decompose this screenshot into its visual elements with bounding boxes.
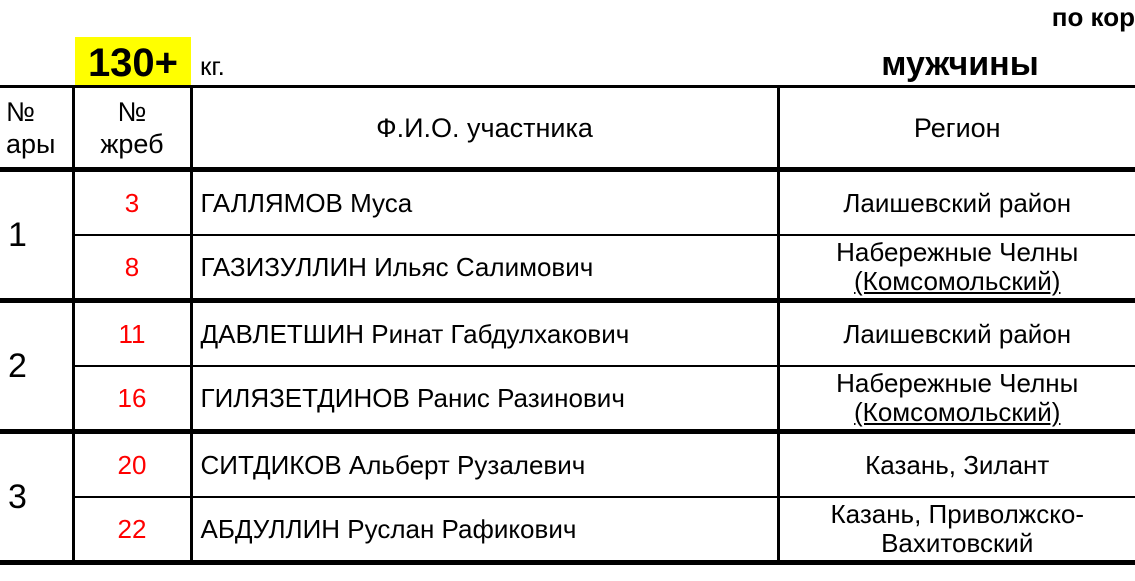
region-cell — [778, 497, 1135, 563]
gender-title: мужчины — [881, 45, 1039, 83]
participant-name-cell: ГИЛЯЗЕТДИНОВ Ранис Разинович — [191, 366, 778, 432]
table-row — [0, 432, 1135, 498]
table-row — [0, 497, 1135, 563]
header-top-right-text: по кор — [1051, 2, 1135, 32]
weight-unit-label: кг. — [200, 51, 225, 81]
participant-name-cell: ГАЛЛЯМОВ Муса — [191, 170, 778, 236]
participant-name-cell: ГАЗИЗУЛЛИН Ильяс Салимович — [191, 235, 778, 301]
draw-number-cell: 22 — [73, 497, 191, 563]
table-row — [0, 170, 1135, 236]
participant-name-cell: СИТДИКОВ Альберт Рузалевич — [191, 432, 778, 498]
region-cell — [778, 301, 1135, 367]
table-row — [0, 366, 1135, 432]
region-cell — [778, 366, 1135, 432]
region-line1: Казань, Приволжско- — [830, 499, 1084, 529]
region-line2: (Комсомольский) — [854, 397, 1061, 427]
draw-table — [0, 85, 1135, 565]
weight-category-badge: 130+ — [75, 37, 191, 85]
table-header-row — [0, 87, 1135, 170]
pair-number-cell: 1 — [0, 170, 73, 301]
column-header-pair-number-line2: ары — [6, 128, 56, 159]
draw-number-cell: 8 — [73, 235, 191, 301]
region-line2: (Комсомольский) — [854, 266, 1061, 296]
column-header-pair-number — [0, 87, 73, 170]
table-row — [0, 235, 1135, 301]
region-line1: Лаишевский район — [843, 319, 1072, 349]
column-header-draw-number-line1: № — [117, 96, 147, 127]
region-line1: Казань, Зилант — [865, 450, 1050, 480]
region-line1: Лаишевский район — [843, 188, 1072, 218]
column-header-draw-number-line2: жреб — [100, 128, 164, 159]
region-line2: Вахитовский — [881, 528, 1034, 558]
region-line1: Набережные Челны — [836, 368, 1079, 398]
region-line1: Набережные Челны — [836, 237, 1079, 267]
region-cell — [778, 170, 1135, 236]
pair-number-cell: 3 — [0, 432, 73, 563]
column-header-draw-number — [73, 87, 191, 170]
participant-name-cell: ДАВЛЕТШИН Ринат Габдулхакович — [191, 301, 778, 367]
column-header-region: Регион — [778, 87, 1135, 170]
participant-name-cell: АБДУЛЛИН Руслан Рафикович — [191, 497, 778, 563]
draw-number-cell: 20 — [73, 432, 191, 498]
column-header-pair-number-line1: № — [6, 96, 35, 127]
region-cell — [778, 432, 1135, 498]
table-row — [0, 301, 1135, 367]
draw-number-cell: 3 — [73, 170, 191, 236]
region-cell — [778, 235, 1135, 301]
draw-number-cell: 11 — [73, 301, 191, 367]
column-header-name: Ф.И.О. участника — [191, 87, 778, 170]
draw-number-cell: 16 — [73, 366, 191, 432]
pair-number-cell: 2 — [0, 301, 73, 432]
